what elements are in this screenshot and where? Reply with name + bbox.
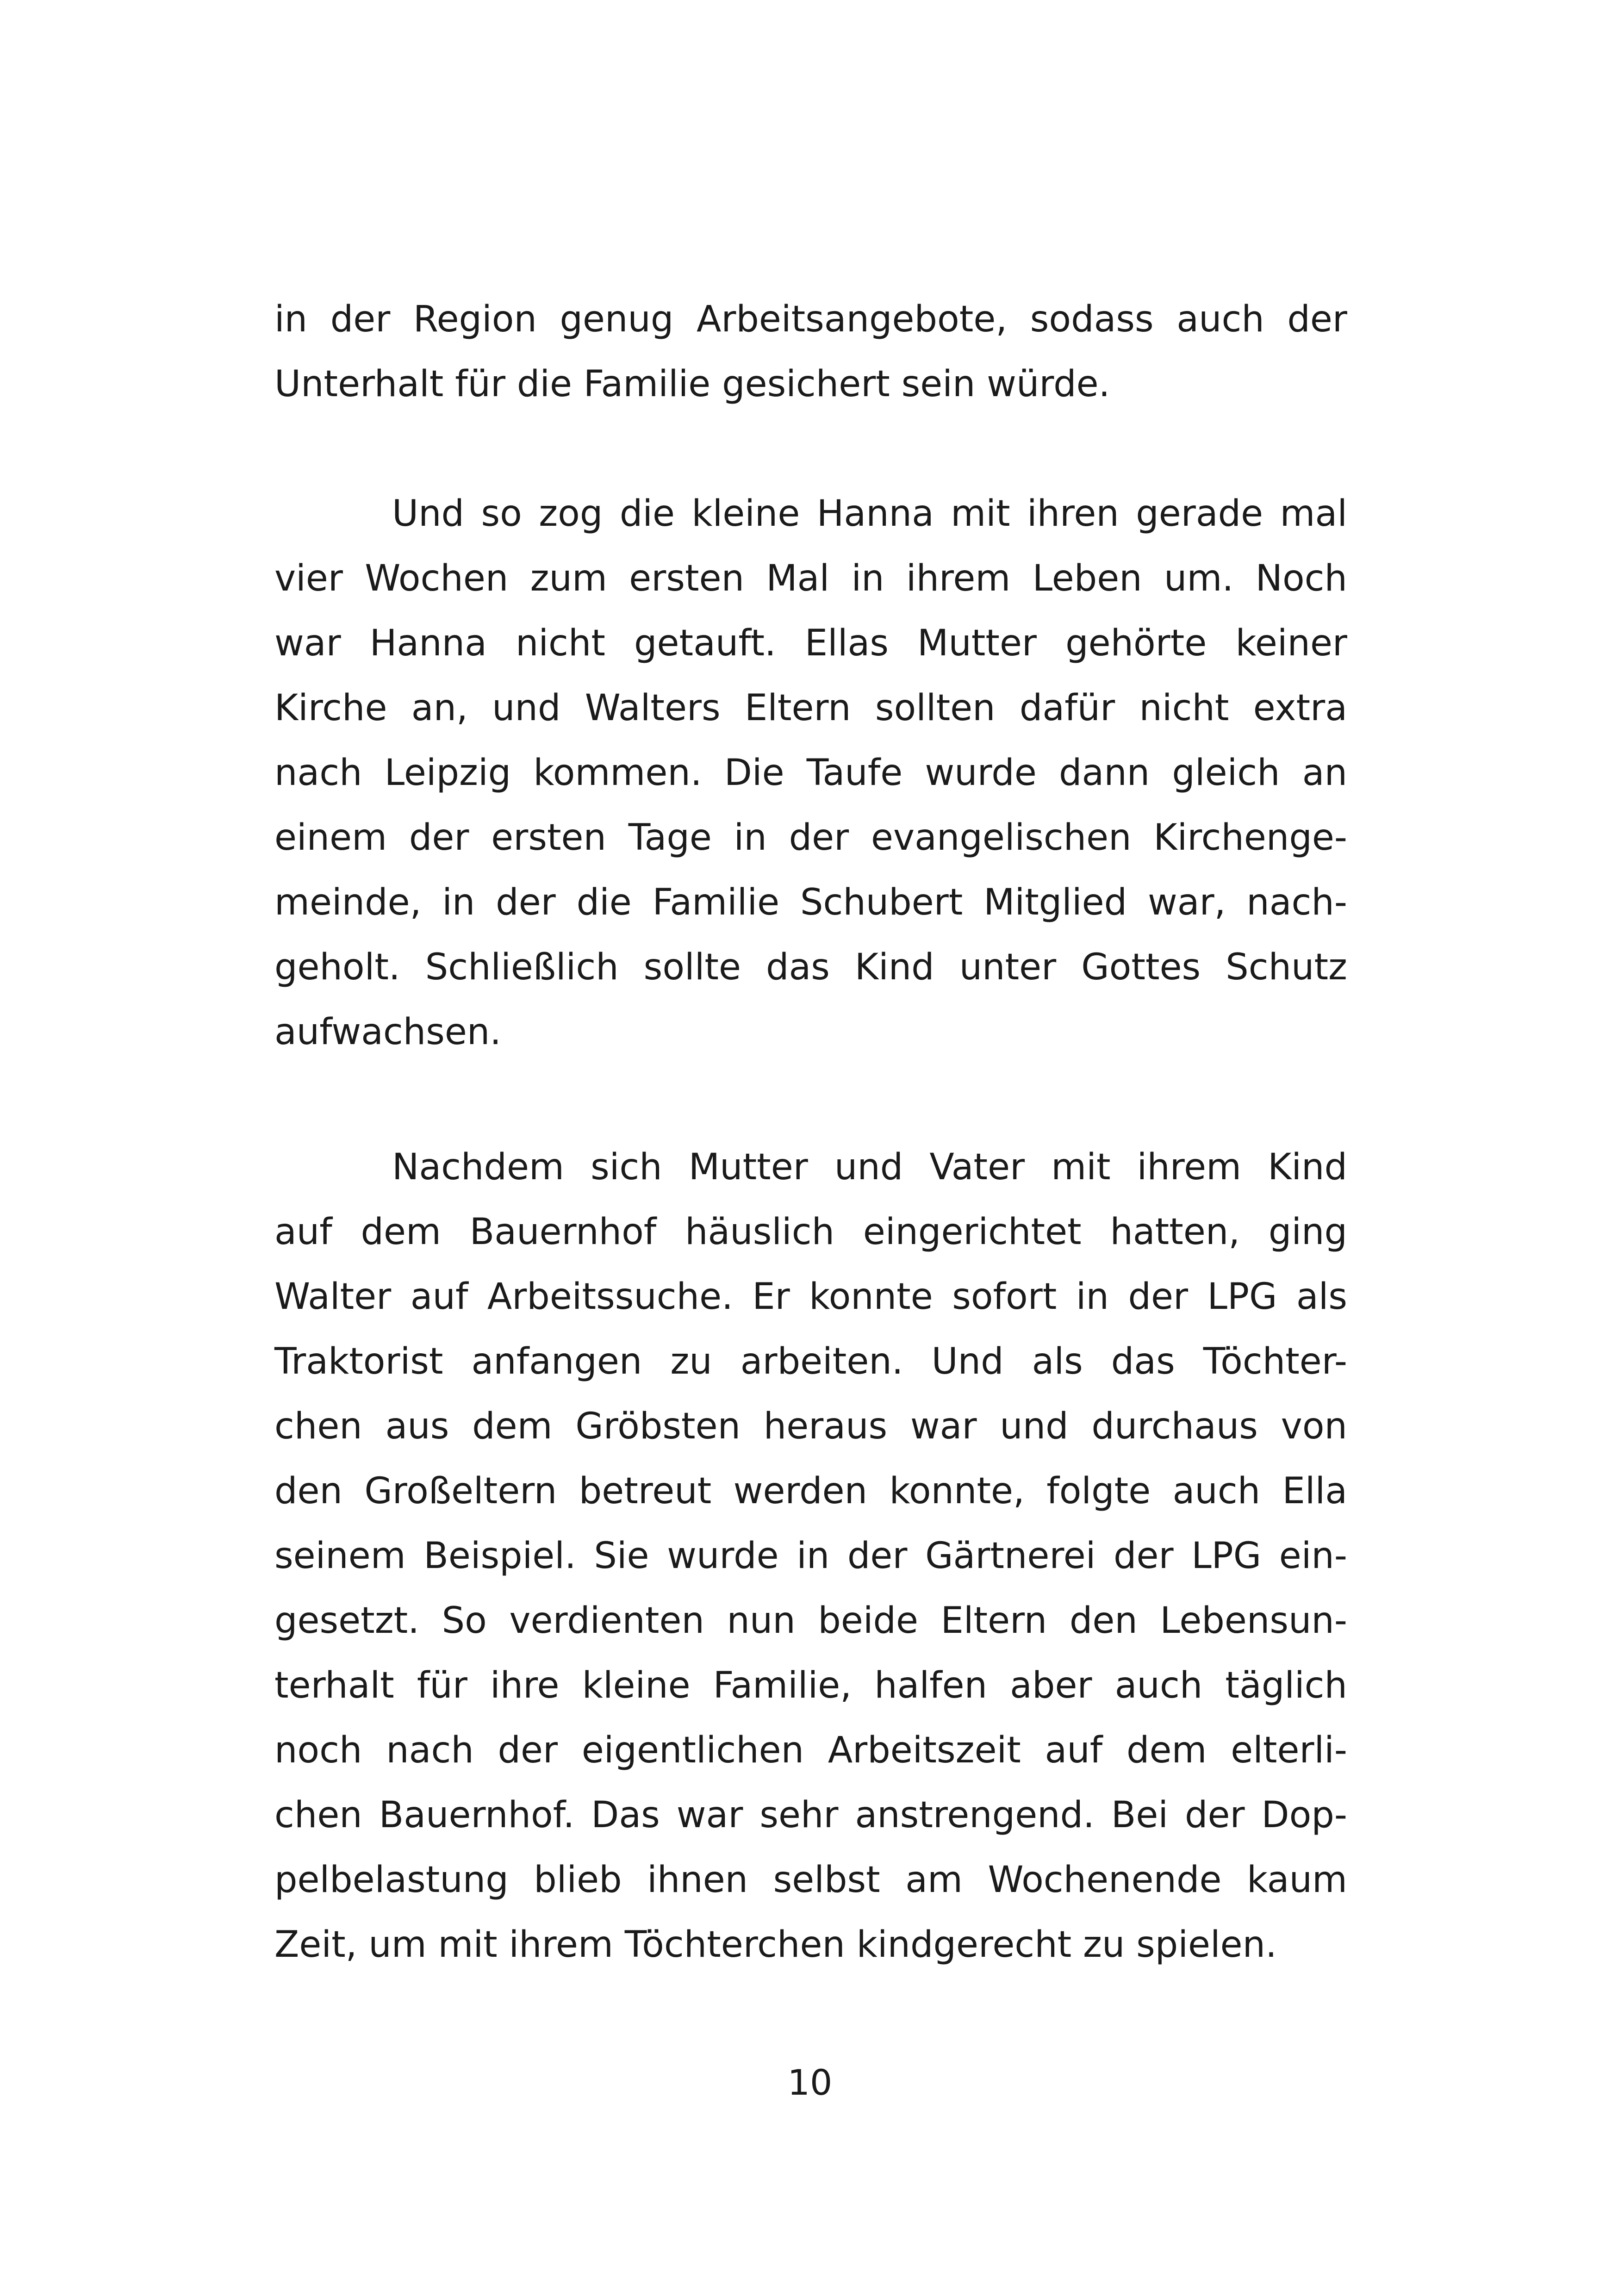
- text-line: noch nach der eigentlichen Arbeitszeit auf dem elterli-: [274, 1730, 1347, 1771]
- paragraph-3: [274, 1135, 1347, 1977]
- text-line: Zeit, um mit ihrem Töchterchen kindgerecht zu spielen.: [274, 1924, 1277, 1966]
- text-line: Kirche an, und Walters Eltern sollten dafür nicht extra: [274, 687, 1347, 729]
- text-line: pelbelastung blieb ihnen selbst am Wochenende kaum: [274, 1859, 1347, 1901]
- text-line: nach Leipzig kommen. Die Taufe wurde dann gleich an: [274, 752, 1347, 794]
- text-line: vier Wochen zum ersten Mal in ihrem Leben um. Noch: [274, 558, 1347, 599]
- text-line: war Hanna nicht getauft. Ellas Mutter gehörte keiner: [274, 622, 1347, 664]
- text-line: geholt. Schließlich sollte das Kind unter Gottes Schutz: [274, 946, 1347, 988]
- paragraph-2: [274, 481, 1347, 1064]
- text-line: einem der ersten Tage in der evangelischen Kirchenge-: [274, 817, 1347, 859]
- text-line: Unterhalt für die Familie gesichert sein würde.: [274, 363, 1110, 405]
- text-line: gesetzt. So verdienten nun beide Eltern den Lebensun-: [274, 1600, 1347, 1642]
- text-line: aufwachsen.: [274, 1011, 502, 1053]
- text-line: auf dem Bauernhof häuslich eingerichtet hatten, ging: [274, 1211, 1347, 1253]
- paragraph-1: [274, 287, 1347, 417]
- text-line: terhalt für ihre kleine Familie, halfen aber auch täglich: [274, 1665, 1347, 1706]
- text-line: Walter auf Arbeitssuche. Er konnte sofort in der LPG als: [274, 1276, 1347, 1318]
- text-line: Und so zog die kleine Hanna mit ihren gerade mal: [392, 493, 1347, 535]
- text-line: den Großeltern betreut werden konnte, folgte auch Ella: [274, 1470, 1347, 1512]
- text-line: Traktorist anfangen zu arbeiten. Und als das Töchter-: [274, 1341, 1347, 1382]
- text-line: chen Bauernhof. Das war sehr anstrengend. Bei der Dop-: [274, 1794, 1347, 1836]
- text-line: chen aus dem Gröbsten heraus war und durchaus von: [274, 1406, 1347, 1447]
- page-number: 10: [787, 2062, 833, 2103]
- text-line: meinde, in der die Familie Schubert Mitglied war, nach-: [274, 882, 1347, 923]
- text-line: seinem Beispiel. Sie wurde in der Gärtnerei der LPG ein-: [274, 1535, 1347, 1577]
- text-line: Nachdem sich Mutter und Vater mit ihrem Kind: [392, 1146, 1347, 1188]
- text-line: in der Region genug Arbeitsangebote, sodass auch der: [274, 299, 1347, 340]
